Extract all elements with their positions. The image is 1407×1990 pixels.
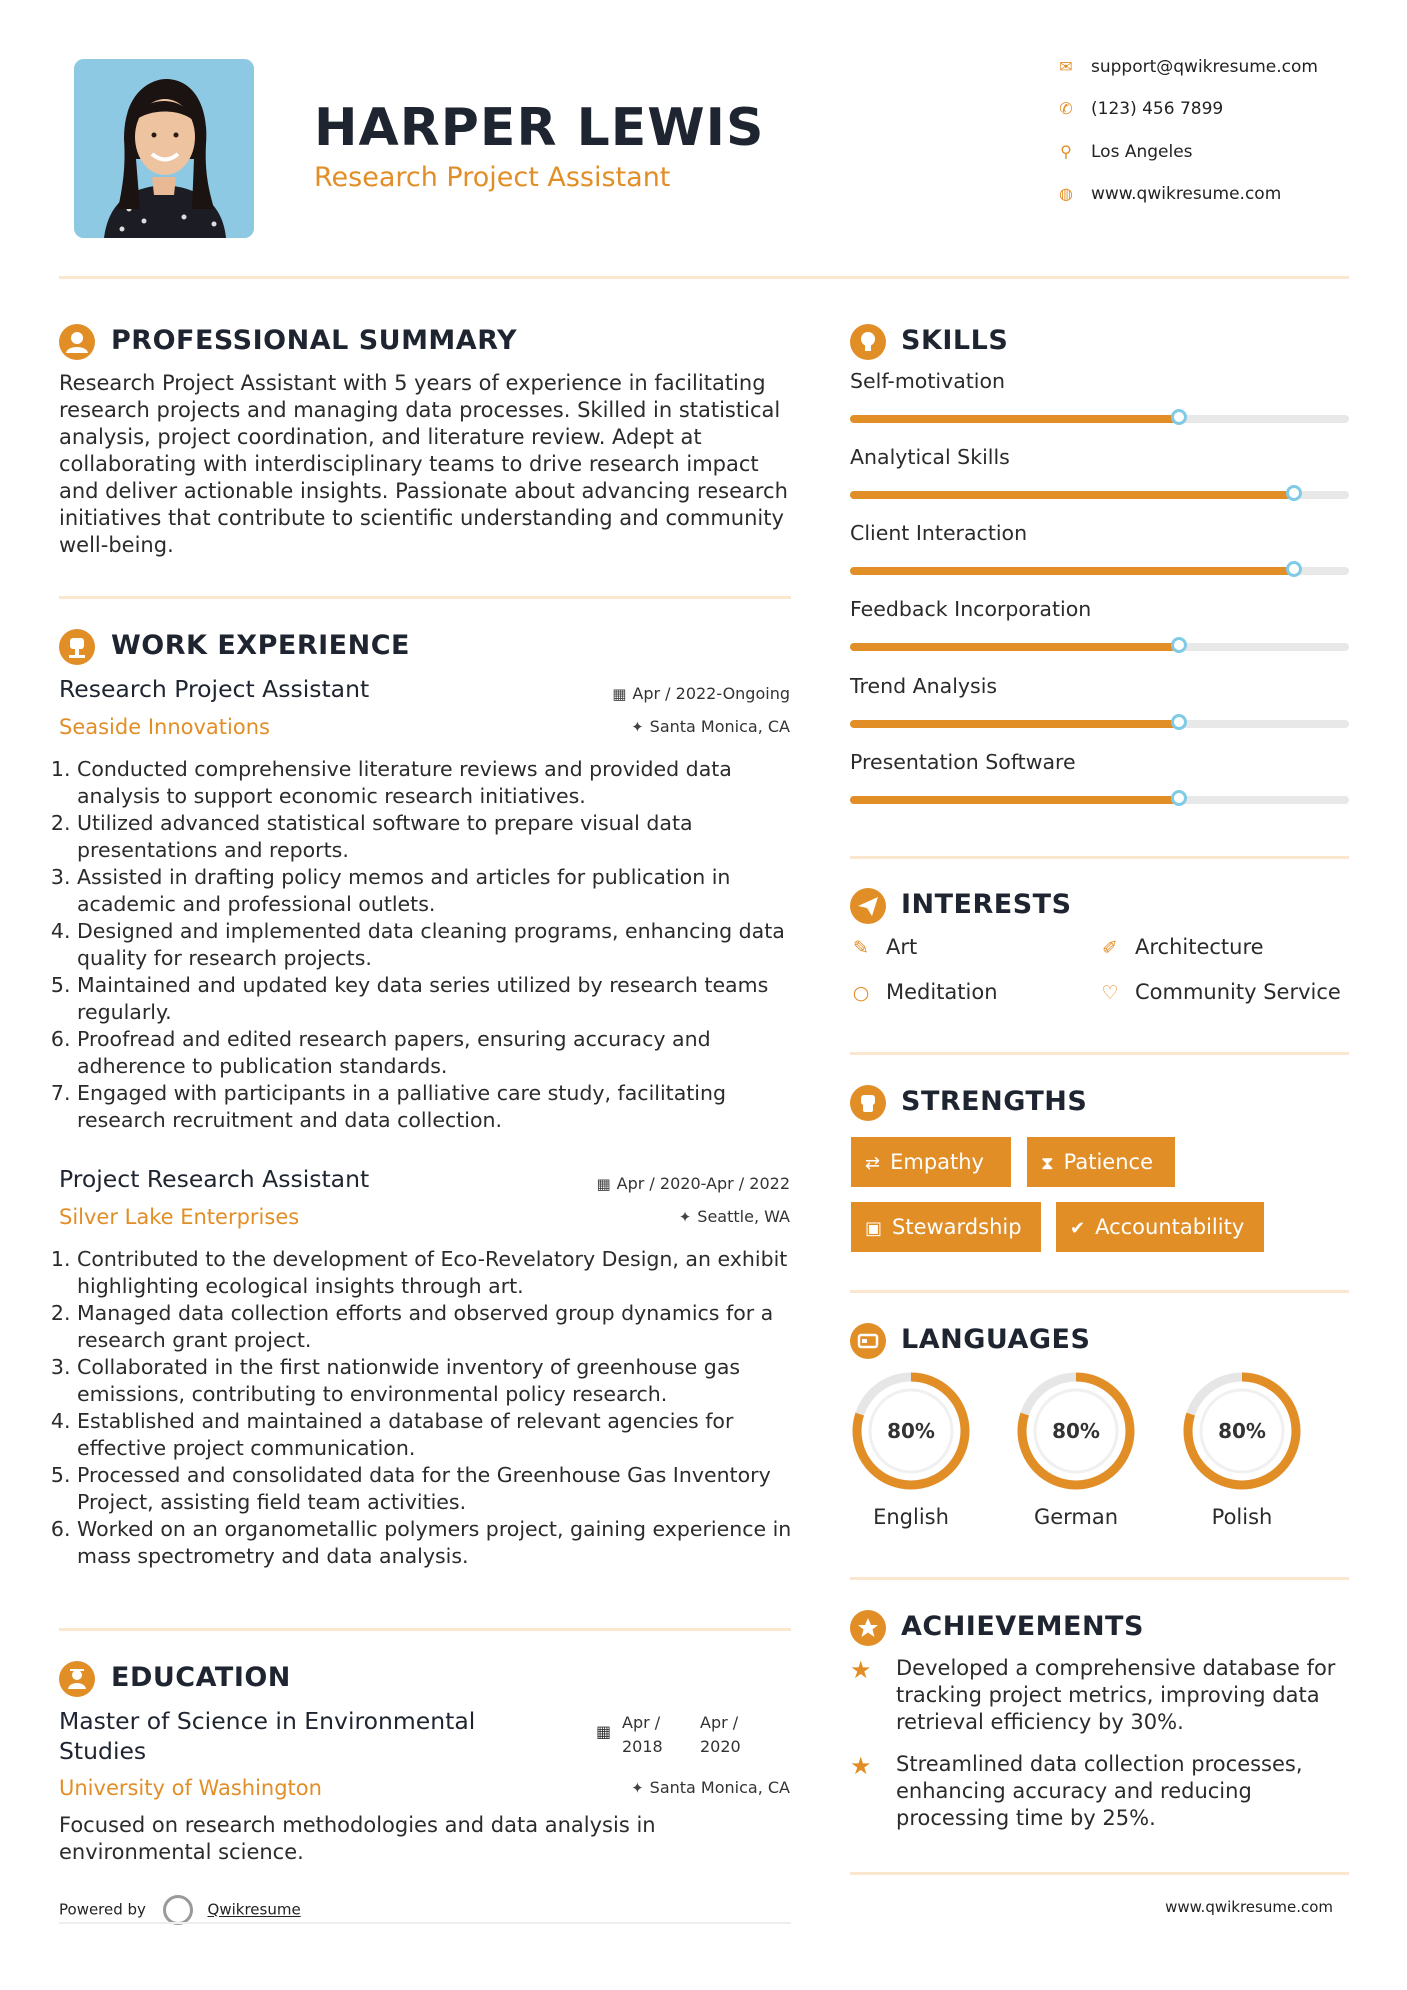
education-location-text: Santa Monica, CA [649, 1778, 790, 1797]
skill-bar-track [850, 567, 1349, 575]
skill-bar-knob [1286, 561, 1302, 577]
calendar-icon: ▦ [596, 1175, 611, 1193]
pushpin-icon: ✦ [678, 1208, 692, 1226]
language-name: German [1033, 1505, 1119, 1529]
calendar-icon: ▦ [596, 1722, 612, 1741]
job-date-text: Apr / 2022-Ongoing [632, 684, 790, 703]
date-text: 2018 [622, 1737, 663, 1756]
paintbrush-icon: ✎ [853, 937, 869, 959]
candidate-role: Research Project Assistant [314, 162, 671, 193]
job-date [596, 1174, 790, 1193]
interest-architecture [1099, 935, 1264, 959]
list-item: 4. Designed and implemented data cleaning programs, enhancing data quality for research projects. [77, 918, 817, 972]
strengths-heading: STRENGTHS [901, 1086, 1088, 1117]
language-percent: 80% [1218, 1419, 1266, 1443]
job-title: Research Project Assistant [59, 675, 370, 703]
graduate-icon [59, 1661, 95, 1697]
envelope-icon: ✉ [1059, 57, 1073, 76]
summary-divider [59, 596, 791, 599]
experience-heading: WORK EXPERIENCE [111, 630, 410, 661]
achievement-item: Streamlined data collection processes, enhancing accuracy and reducing processing time by 25%. [896, 1752, 1303, 1830]
language-percent: 80% [1052, 1419, 1100, 1443]
skill-bar-fill [850, 796, 1179, 804]
list-item: 4. Established and maintained a database of relevant agencies for effective project communication. [77, 1408, 817, 1462]
star-icon: ★ [850, 1656, 872, 1684]
globe-icon: ◍ [1059, 184, 1073, 203]
contact-email[interactable] [1055, 57, 1318, 77]
interest-art [850, 935, 917, 959]
calendar-icon: ▦ [612, 685, 627, 703]
contact-website[interactable] [1055, 184, 1281, 204]
phone-icon: ✆ [1059, 99, 1073, 118]
footer-url[interactable]: www.qwikresume.com [1165, 1898, 1333, 1916]
date-text: Apr / [700, 1713, 739, 1732]
achievements-divider [850, 1872, 1349, 1875]
language-ring [1015, 1370, 1137, 1492]
briefcase-icon: ▣ [865, 1218, 883, 1239]
language-ring [850, 1370, 972, 1492]
list-item: 1. Contributed to the development of Eco-Revelatory Design, an exhibit highlighting ecological insights through art. [77, 1246, 817, 1300]
interests-divider [850, 1052, 1349, 1055]
list-item: 6. Worked on an organometallic polymers project, gaining experience in mass spectrometry and data analysis. [77, 1516, 817, 1570]
list-item: 7. Engaged with participants in a palliative care study, facilitating research recruitment and data collection. [77, 1080, 817, 1134]
list-item: 5. Maintained and updated key data series utilized by research teams regularly. [77, 972, 817, 1026]
interest-meditation [850, 980, 998, 1004]
strength-label: Stewardship [892, 1215, 1022, 1239]
skill-bar-fill [850, 491, 1294, 499]
strength-tag-stewardship [851, 1202, 1041, 1252]
experience-divider [59, 1628, 791, 1631]
job-bullets [59, 756, 817, 1134]
skill-name: Client Interaction [850, 521, 1028, 545]
language-name: Polish [1211, 1505, 1273, 1529]
contact-email-text: support@qwikresume.com [1091, 57, 1318, 77]
list-item: 1. Conducted comprehensive literature reviews and provided data analysis to support economic research initiatives. [77, 756, 817, 810]
job-location-text: Santa Monica, CA [649, 717, 790, 736]
location-pin-icon: ⚲ [1060, 142, 1072, 161]
skills-heading: SKILLS [901, 325, 1009, 356]
education-heading: EDUCATION [111, 1662, 291, 1693]
list-item: 6. Proofread and edited research papers, ensuring accuracy and adherence to publication standards. [77, 1026, 817, 1080]
strength-tag-patience [1027, 1137, 1175, 1187]
hand-heart-icon: ♡ [1101, 982, 1119, 1004]
circle-icon: ○ [852, 982, 870, 1004]
languages-heading: LANGUAGES [901, 1324, 1091, 1355]
qwikresume-logo-icon [163, 1895, 193, 1925]
interest-community-service [1099, 980, 1341, 1004]
skill-bar-fill [850, 567, 1294, 575]
skill-bar-knob [1171, 637, 1187, 653]
paper-plane-icon [850, 888, 886, 924]
contact-location-text: Los Angeles [1091, 142, 1193, 162]
skill-name: Analytical Skills [850, 445, 1010, 469]
star-badge-icon [850, 1610, 886, 1646]
list-item: 3. Assisted in drafting policy memos and articles for publication in academic and professional outlets. [77, 864, 817, 918]
skill-bar-track [850, 491, 1349, 499]
job-date [612, 684, 790, 703]
school-name: University of Washington [59, 1776, 322, 1800]
skill-bar-fill [850, 643, 1179, 651]
strengths-divider [850, 1290, 1349, 1293]
contact-website-text: www.qwikresume.com [1091, 184, 1282, 204]
pushpin-icon: ✦ [631, 718, 644, 736]
header-divider [59, 276, 1349, 279]
list-item: 3. Collaborated in the first nationwide inventory of greenhouse gas emissions, contributing to environmental policy research. [77, 1354, 817, 1408]
interest-label: Art [886, 935, 918, 959]
education-text: Focused on research methodologies and data analysis in environmental science. [59, 1813, 656, 1864]
skill-bar-knob [1171, 409, 1187, 425]
interests-heading: INTERESTS [901, 889, 1072, 920]
skill-bar-fill [850, 720, 1179, 728]
skill-bar-knob [1171, 790, 1187, 806]
skill-name: Presentation Software [850, 750, 1076, 774]
hourglass-icon: ⧗ [1041, 1153, 1054, 1174]
education-location [631, 1778, 790, 1797]
strength-label: Patience [1063, 1150, 1153, 1174]
language-card-icon [850, 1323, 886, 1359]
check-circle-icon: ✔ [1070, 1218, 1086, 1239]
degree-title-line2: Studies [59, 1737, 147, 1765]
degree-title-line1: Master of Science in Environmental [59, 1707, 476, 1735]
lightbulb-icon [850, 324, 886, 360]
user-icon [59, 324, 95, 360]
list-item: 5. Processed and consolidated data for the Greenhouse Gas Inventory Project, assisting field team activities. [77, 1462, 817, 1516]
job-company: Seaside Innovations [59, 715, 270, 739]
job-location [679, 1207, 790, 1226]
pushpin-icon: ✦ [631, 1779, 644, 1797]
skill-bar-track [850, 720, 1349, 728]
skills-divider [850, 856, 1349, 859]
contact-phone[interactable] [1055, 99, 1223, 119]
star-icon: ★ [850, 1752, 872, 1780]
date-text: 2020 [700, 1737, 741, 1756]
contact-phone-text: (123) 456 7899 [1091, 99, 1224, 119]
education-date-end [700, 1711, 741, 1759]
skill-name: Feedback Incorporation [850, 597, 1092, 621]
profile-photo [74, 59, 254, 238]
job-company: Silver Lake Enterprises [59, 1205, 300, 1229]
summary-heading: PROFESSIONAL SUMMARY [111, 325, 518, 356]
powered-by [59, 1895, 301, 1925]
skill-bar-knob [1286, 485, 1302, 501]
achievement-item: Developed a comprehensive database for tracking project metrics, improving data retrieval efficiency by 30%. [896, 1656, 1336, 1734]
education-date-start [622, 1711, 663, 1759]
strength-label: Empathy [890, 1150, 984, 1174]
job-bullets [59, 1246, 817, 1570]
podium-icon [59, 629, 95, 665]
achievements-heading: ACHIEVEMENTS [901, 1611, 1144, 1642]
skill-bar-track [850, 415, 1349, 423]
job-title: Project Research Assistant [59, 1165, 370, 1193]
interest-label: Architecture [1135, 935, 1264, 959]
job-location-text: Seattle, WA [697, 1207, 790, 1226]
handshake-icon: ⇄ [865, 1153, 881, 1174]
job-date-text: Apr / 2020-Apr / 2022 [616, 1174, 790, 1193]
skill-bar-track [850, 796, 1349, 804]
skill-bar-knob [1171, 714, 1187, 730]
skill-name: Self-motivation [850, 369, 1006, 393]
strength-label: Accountability [1095, 1215, 1245, 1239]
list-item: 2. Managed data collection efforts and observed group dynamics for a research grant project. [77, 1300, 817, 1354]
skill-bar-fill [850, 415, 1179, 423]
language-name: English [873, 1505, 949, 1529]
interest-label: Meditation [886, 980, 998, 1004]
powered-by-label: Powered by [59, 1900, 146, 1919]
footer-divider [59, 1922, 791, 1924]
language-ring [1181, 1370, 1303, 1492]
summary-text: Research Project Assistant with 5 years of experience in facilitating research projects and managing data processes. Skilled in statistical analysis, project coordination, and literature review. Adept at collaborating with interdisciplinary teams to drive research impact and deliver actionable insights. Passionate about advancing research initiatives that contribute to scientific understanding and community well-being. [59, 371, 788, 557]
skill-bar-track [850, 643, 1349, 651]
interest-label: Community Service [1135, 980, 1341, 1004]
list-item: 2. Utilized advanced statistical software to prepare visual data presentations and reports. [77, 810, 817, 864]
contact-location [1055, 142, 1193, 162]
strength-tag-accountability [1056, 1202, 1264, 1252]
language-percent: 80% [887, 1419, 935, 1443]
job-location [631, 717, 790, 736]
ruler-pencil-icon: ✐ [1102, 937, 1118, 959]
candidate-name: HARPER LEWIS [314, 98, 765, 158]
fist-icon [850, 1085, 886, 1121]
skill-name: Trend Analysis [850, 674, 998, 698]
brand-link[interactable]: Qwikresume [207, 1900, 301, 1919]
languages-divider [850, 1577, 1349, 1580]
date-text: Apr / [622, 1713, 661, 1732]
strength-tag-empathy [851, 1137, 1011, 1187]
